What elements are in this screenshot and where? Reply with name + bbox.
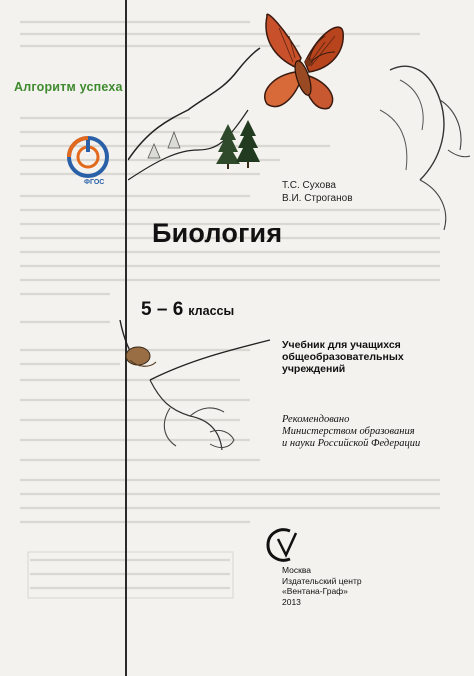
description-line-3: учреждений [282,363,346,375]
publisher-year: 2013 [282,596,301,607]
publisher-city: Москва [282,565,312,575]
grade-number: 5 – 6 [141,299,184,320]
publisher-name: «Вентана-Граф» [282,586,348,596]
book-title: Биология [152,218,283,248]
description-line-2: общеобразовательных [282,351,404,363]
grade-range [141,299,234,321]
author-1: Т.С. Сухова [282,180,336,191]
plant-sketch-illustration [110,320,280,460]
recommendation-line-2: Министерством образования [282,426,415,437]
authors [282,180,353,205]
publisher-center: Издательский центр [282,575,362,586]
series-name: Алгоритм успеха [14,80,123,94]
ministry-recommendation [282,414,420,450]
spruce-trees-illustration [214,118,264,170]
recommendation-line-3: и науки Российской Федерации [282,438,421,449]
flower-sketch-illustration [360,40,474,240]
fgos-logo [66,136,110,180]
grade-word: классы [188,304,235,318]
author-2: В.И. Строганов [282,192,353,204]
textbook-description [282,339,404,375]
publisher-logo [264,525,300,565]
publisher-info [282,565,362,607]
fgos-label: ФГОС [84,179,105,186]
recommendation-line-1: Рекомендовано [282,414,350,425]
description-line-1: Учебник для учащихся [282,339,401,351]
